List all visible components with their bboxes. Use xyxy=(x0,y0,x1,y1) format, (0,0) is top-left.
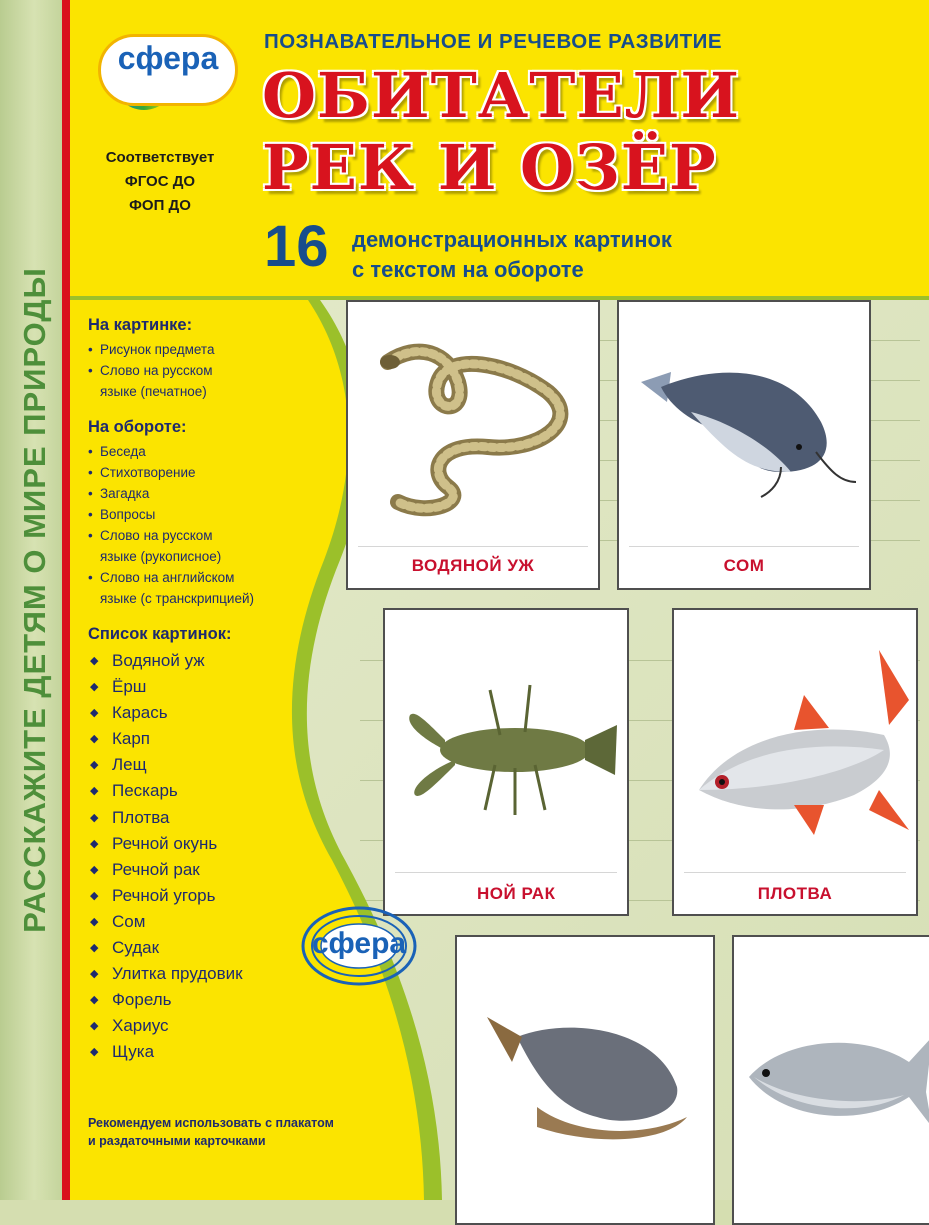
card-crayfish xyxy=(383,608,629,916)
list-item: ◆ Судак xyxy=(88,935,328,961)
list-item: • Загадка xyxy=(88,483,328,504)
list-item: • Беседа xyxy=(88,441,328,462)
card-water-snake xyxy=(346,300,600,590)
list-item: ◆ Улитка прудовик xyxy=(88,961,328,987)
catfish-illustration xyxy=(631,332,861,502)
water-snake-illustration xyxy=(368,322,578,522)
main-title xyxy=(262,60,740,204)
card-snail xyxy=(455,935,715,1225)
recommendation-line: и раздаточными карточками xyxy=(88,1134,266,1148)
list-item: ◆ Хариус xyxy=(88,1013,328,1039)
card-catfish xyxy=(617,300,871,590)
subtitle xyxy=(352,225,672,285)
card-label: НОЙ РАК xyxy=(477,884,556,903)
subtitle-line: демонстрационных картинок xyxy=(352,227,672,252)
list-item: ◆ Пескарь xyxy=(88,778,328,804)
card-bream xyxy=(732,935,929,1225)
list-item: ◆ Лещ xyxy=(88,752,328,778)
back-heading: На обороте: xyxy=(88,418,187,436)
list-item: ◆ Щука xyxy=(88,1039,328,1065)
list-item: ◆ Речной окунь xyxy=(88,831,328,857)
list-item: ◆ Ёрш xyxy=(88,674,328,700)
standards-line: ФОП ДО xyxy=(129,197,191,214)
red-edge-bar xyxy=(62,0,70,1200)
info-text xyxy=(88,316,328,1066)
list-item: ◆ Речной угорь xyxy=(88,883,328,909)
picture-list xyxy=(88,648,328,1066)
card-label: ПЛОТВА xyxy=(757,884,833,903)
subtitle-line: с текстом на обороте xyxy=(352,257,584,282)
back-list xyxy=(88,441,328,609)
list-item: • Вопросы xyxy=(88,504,328,525)
list-item: • Слово на русском xyxy=(88,360,328,381)
list-item: ◆ Речной рак xyxy=(88,857,328,883)
title-line: РЕК И ОЗЁР xyxy=(262,131,717,204)
list-item: • Рисунок предмета xyxy=(88,339,328,360)
list-item: • Слово на английском xyxy=(88,567,328,588)
list-item: • Стихотворение xyxy=(88,462,328,483)
series-kicker: ПОЗНАВАТЕЛЬНОЕ И РЕЧЕВОЕ РАЗВИТИЕ xyxy=(264,30,723,53)
list-item-continuation: языке (печатное) xyxy=(100,384,207,399)
sfera-kartinok-logo xyxy=(98,34,238,106)
list-item: ◆ Карась xyxy=(88,700,328,726)
front-heading: На картинке: xyxy=(88,316,193,334)
list-item: ◆ Водяной уж xyxy=(88,648,328,674)
logo-word: сфера xyxy=(117,40,219,76)
recommendation xyxy=(88,1114,448,1150)
front-list xyxy=(88,339,328,402)
bream-illustration xyxy=(744,1017,929,1137)
list-item-continuation: языке (рукописное) xyxy=(100,549,222,564)
card-label: ВОДЯНОЙ УЖ xyxy=(411,556,535,575)
list-item: ◆ Сом xyxy=(88,909,328,935)
standards-line: ФГОС ДО xyxy=(124,173,196,190)
spine-text: РАССКАЖИТЕ ДЕТЯМ О МИРЕ ПРИРОДЫ xyxy=(17,267,52,933)
card-roach xyxy=(672,608,918,916)
crayfish-illustration xyxy=(405,670,625,830)
list-heading: Список картинок: xyxy=(88,625,232,643)
standards-block xyxy=(100,146,220,218)
standards-line: Соответствует xyxy=(105,149,215,166)
recommendation-line: Рекомендуем использовать с плакатом xyxy=(88,1116,334,1130)
list-item-continuation: языке (с транскрипцией) xyxy=(100,591,255,606)
list-item: • Слово на русском xyxy=(88,525,328,546)
list-item: ◆ Карп xyxy=(88,726,328,752)
card-label: СОМ xyxy=(723,556,765,575)
sfera-publisher-logo xyxy=(300,905,418,987)
publisher-logo-word: сфера xyxy=(311,927,407,960)
list-item: ◆ Плотва xyxy=(88,805,328,831)
list-item: ◆ Форель xyxy=(88,987,328,1013)
roach-illustration xyxy=(684,640,914,840)
title-line: ОБИТАТЕЛИ xyxy=(262,59,740,132)
snail-illustration xyxy=(477,997,697,1157)
card-count: 16 xyxy=(264,214,329,279)
header xyxy=(70,0,929,296)
logo-sub: КАРТИНОК xyxy=(149,82,217,94)
